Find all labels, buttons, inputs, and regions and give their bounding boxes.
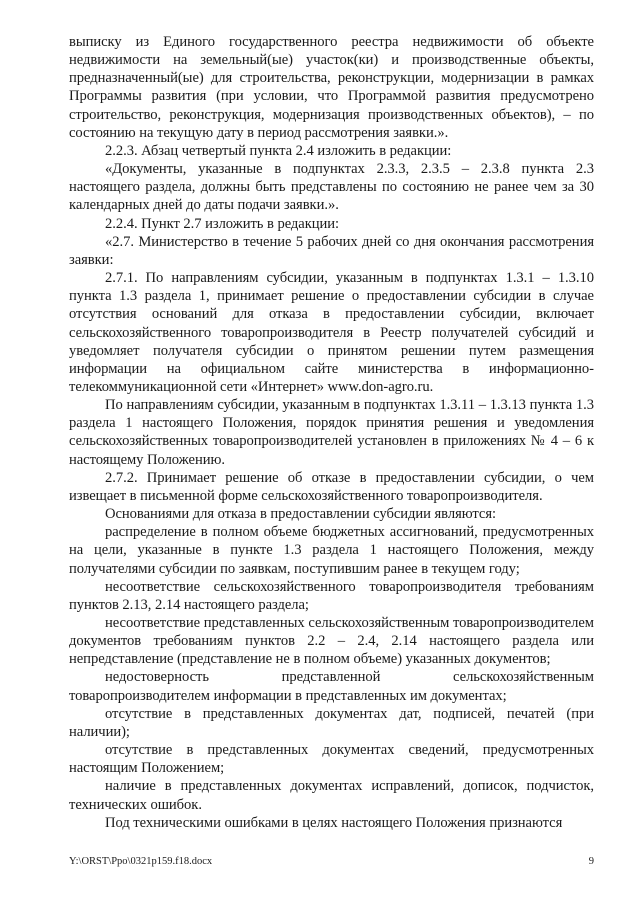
- paragraph: По направлениям субсидии, указанным в подпунктах 1.3.11 – 1.3.13 пункта 1.3 раздела 1 настоящего Положения, порядок принятия решения и уведомления сельскохозяйственных товаропроизводителей установлен в приложениях № 4 – 6 к настоящему Положению.: [69, 397, 594, 468]
- paragraph: 2.7.2. Принимает решение об отказе в предоставлении субсидии, о чем извещает в письменной форме сельскохозяйственного товаропроизводителя.: [69, 469, 594, 504]
- paragraph: 2.2.3. Абзац четвертый пункта 2.4 изложить в редакции:: [105, 142, 452, 159]
- page-number: 9: [588, 856, 594, 867]
- paragraph: несоответствие сельскохозяйственного товаропроизводителя требованиям пунктов 2.13, 2.14 настоящего раздела;: [69, 578, 594, 613]
- file-path: Y:\ORST\Ppo\0321p159.f18.docx: [69, 856, 213, 867]
- paragraph: недостоверность представленной сельскохозяйственным товаропроизводителем информации в представленных им документах;: [69, 669, 594, 704]
- paragraph: «2.7. Министерство в течение 5 рабочих дней со дня окончания рассмотрения заявки:: [69, 233, 594, 268]
- paragraph: Основаниями для отказа в предоставлении субсидии являются:: [105, 506, 496, 523]
- paragraph: выписку из Единого государственного реестра недвижимости об объекте недвижимости на земельный(ые) участок(ки) и производственные объекты, предназначенный(ые) для строительства, реконструкции, модернизации в рамках Программы развития (при условии, что Программой развития предусмотрено строительство, реконструкция, модернизация производственных объектов), – по состоянию на текущую дату в период рассмотрения заявки.».: [69, 34, 594, 141]
- paragraph: отсутствие в представленных документах сведений, предусмотренных настоящим Положением;: [69, 742, 594, 777]
- paragraph: Под техническими ошибками в целях настоящего Положения признаются: [105, 814, 563, 831]
- paragraph: наличие в представленных документах исправлений, дописок, подчисток, технических ошибок.: [69, 778, 594, 813]
- paragraph: отсутствие в представленных документах дат, подписей, печатей (при наличии);: [69, 705, 594, 740]
- paragraph: несоответствие представленных сельскохозяйственным товаропроизводителем документов требованиям пунктов 2.2 – 2.4, 2.14 настоящего раздела или непредставление (представление не в полном объеме) указанных документов;: [69, 615, 594, 668]
- paragraph: 2.7.1. По направлениям субсидии, указанным в подпунктах 1.3.1 – 1.3.10 пункта 1.3 раздела 1, принимает решение о предоставлении субсидии в случае отсутствия оснований для отказа в предоставлении субсидии, включает сельскохозяйственного товаропроизводителя в Реестр получателей субсидий и уведомляет получателя субсидии о принятом решении путем размещения информации на официальном сайте министерства в информационно-телекоммуникационной сети «Интернет» www.don-agro.ru.: [69, 270, 594, 395]
- paragraph: 2.2.4. Пункт 2.7 изложить в редакции:: [105, 215, 340, 232]
- paragraph: распределение в полном объеме бюджетных ассигнований, предусмотренных на цели, указанные в пункте 1.3 раздела 1 настоящего Положения, между получателями субсидии по заявкам, поступившим ранее в текущем году;: [69, 524, 594, 577]
- document-body: [69, 33, 594, 832]
- paragraph: «Документы, указанные в подпунктах 2.3.3, 2.3.5 – 2.3.8 пункта 2.3 настоящего раздела, должны быть представлены по состоянию не ранее чем за 30 календарных дней до даты подачи заявки.».: [69, 161, 594, 214]
